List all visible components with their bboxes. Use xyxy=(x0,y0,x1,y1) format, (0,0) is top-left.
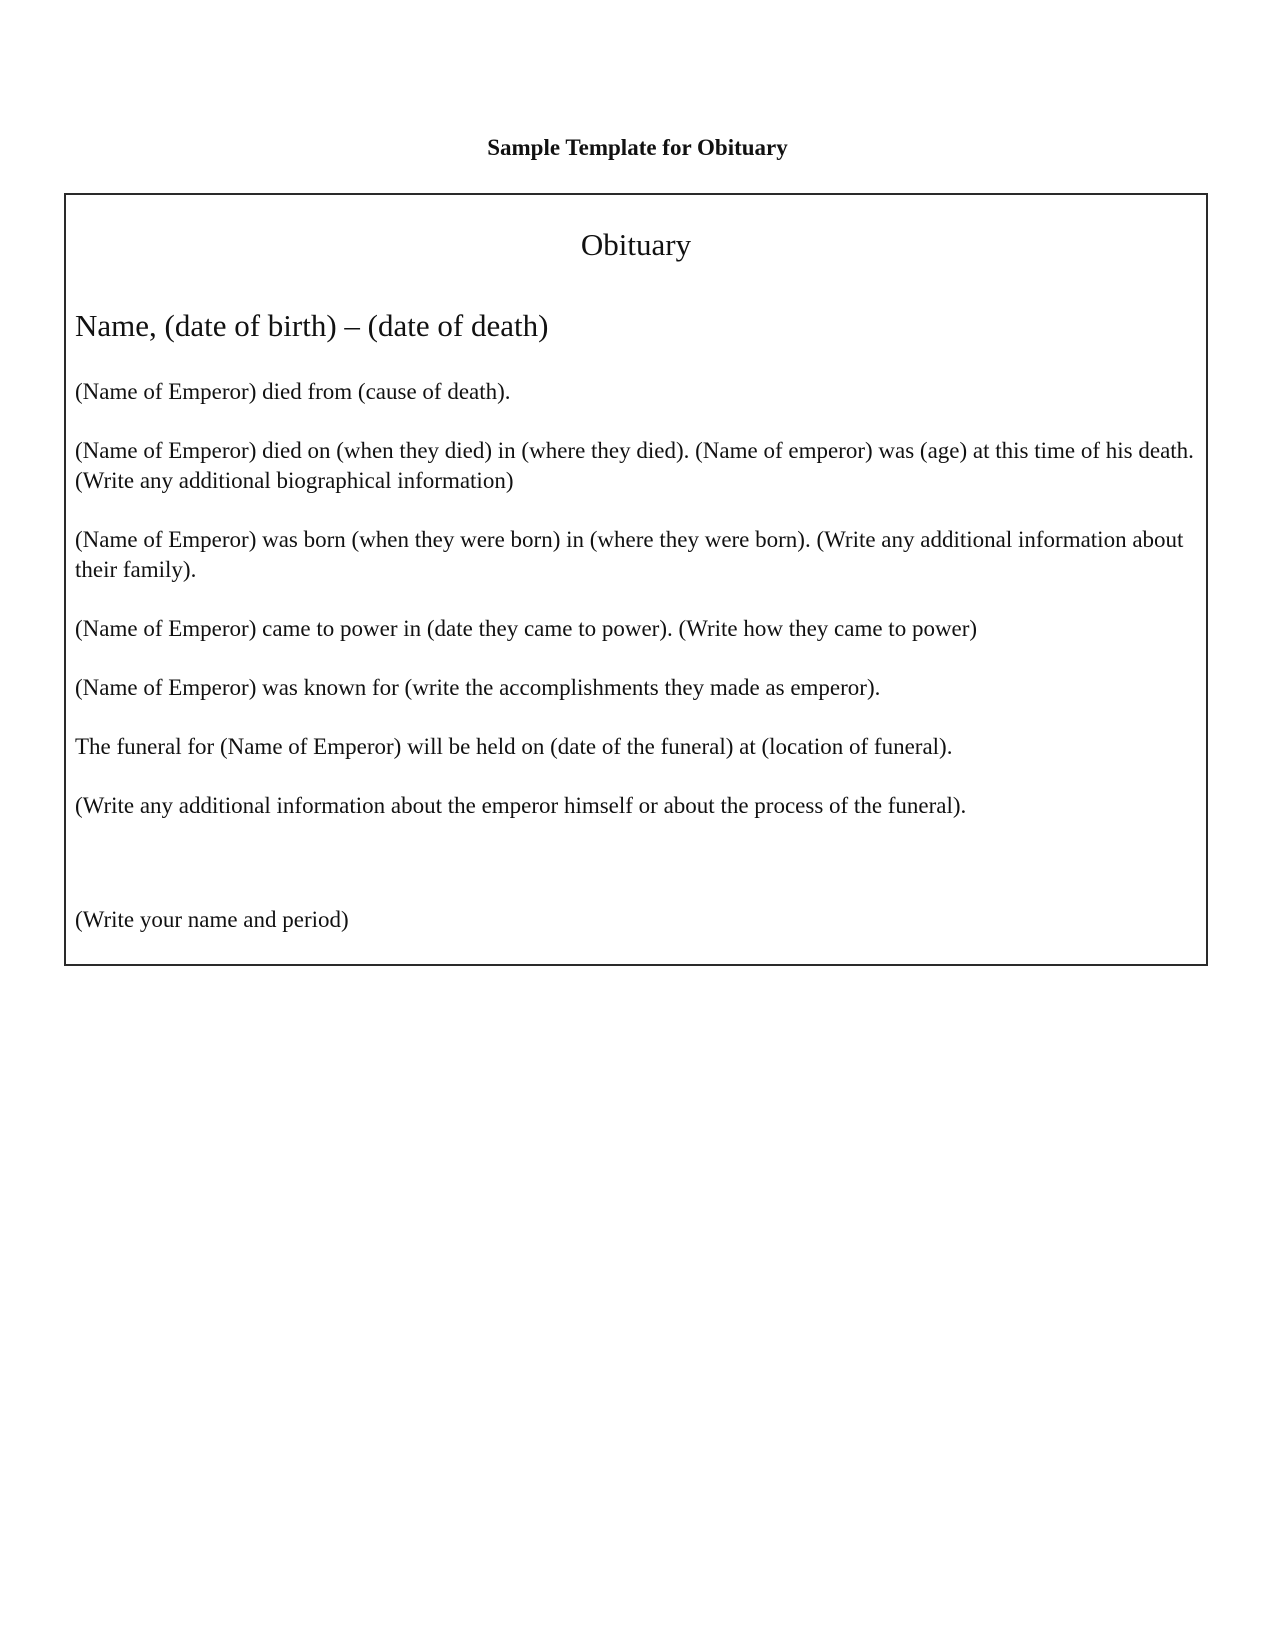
paragraph-additional-info: (Write any additional information about the emperor himself or about the process of the funeral). xyxy=(75,793,967,818)
obituary-body xyxy=(75,377,1200,850)
paragraph-accomplishments: (Name of Emperor) was known for (write the accomplishments they made as emperor). xyxy=(75,675,881,700)
paragraph-birth-details: (Name of Emperor) was born (when they were born) in (where they were born). (Write any additional information about their family). xyxy=(75,527,1184,582)
paragraph-cause-of-death: (Name of Emperor) died from (cause of death). xyxy=(75,379,511,404)
obituary-box xyxy=(64,193,1208,966)
obituary-name-line: Name, (date of birth) – (date of death) xyxy=(75,308,549,343)
paragraph-funeral: The funeral for (Name of Emperor) will be held on (date of the funeral) at (location of funeral). xyxy=(75,734,953,759)
paragraph-death-details: (Name of Emperor) died on (when they died) in (where they died). (Name of emperor) was (age) at this time of his death. (Write any additional biographical information) xyxy=(75,438,1194,493)
document-title: Sample Template for Obituary xyxy=(487,135,788,160)
obituary-signature: (Write your name and period) xyxy=(75,907,349,932)
obituary-heading: Obituary xyxy=(580,227,692,262)
paragraph-came-to-power: (Name of Emperor) came to power in (date they came to power). (Write how they came to power) xyxy=(75,616,978,641)
